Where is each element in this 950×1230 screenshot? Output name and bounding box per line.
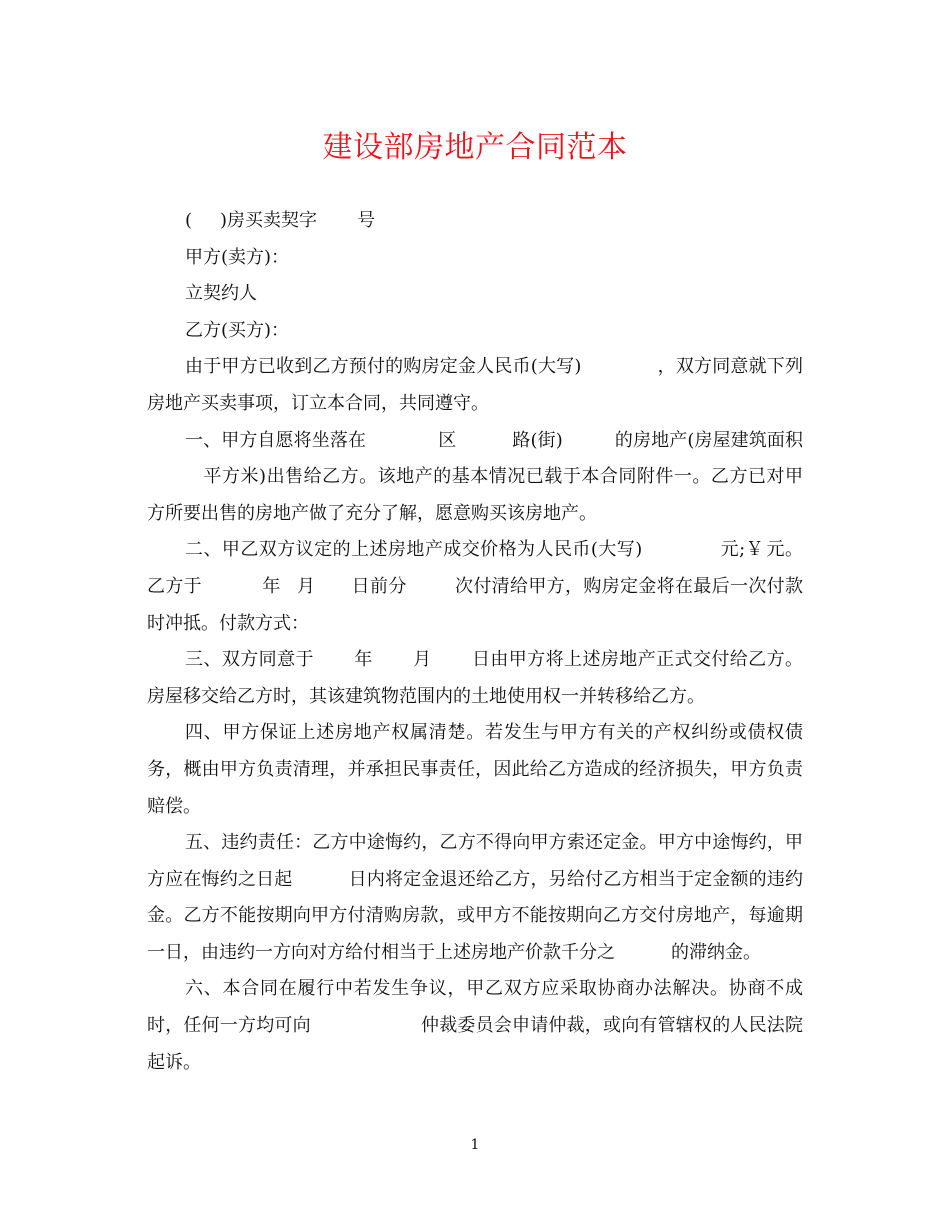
contract-body (147, 203, 803, 1081)
clause-3: 三、双方同意于 年 月 日由甲方将上述房地产正式交付给乙方。房屋移交给乙方时，其该建筑物范围内的土地使用权一并转移给乙方。 (147, 649, 804, 707)
clause-1: 一、甲方自愿将坐落在 区 路(街) 的房地产(房屋建筑面积平方米)出售给乙方。该地产的基本情况已载于本合同附件一。乙方已对甲方所要出售的房地产做了充分了解，愿意购买该房地产。 (147, 429, 804, 524)
clause-6: 六、本合同在履行中若发生争议，甲乙双方应采取协商办法解决。协商不成时，任何一方均可向 仲裁委员会申请仲裁，或向有管辖权的人民法院起诉。 (147, 978, 804, 1073)
clause-4: 四、甲方保证上述房地产权属清楚。若发生与甲方有关的产权纠纷或债权债务，概由甲方负责清理，并承担民事责任，因此给乙方造成的经济损失，甲方负责赔偿。 (147, 722, 803, 817)
document-title: 建设部房地产合同范本 (322, 130, 628, 165)
paragraph-contract-number: ( )房买卖契字 号 (185, 210, 376, 231)
paragraph-party-b: 乙方(买方)： (185, 319, 290, 341)
paragraph-party-a: 甲方(卖方)： (185, 246, 290, 268)
clause-5: 五、违约责任：乙方中途悔约，乙方不得向甲方索还定金。甲方中途悔约，甲方应在悔约之日起 日内将定金退还给乙方，另给付乙方相当于定金额的违约金。乙方不能按期向甲方付清购房款，或甲方不能按期向乙方交付房地产，每逾期一日，由违约一方向对方给付相当于上述房地产价款千分之 的滞纳金。 (147, 832, 804, 963)
paragraph-signatory: 立契约人 (185, 283, 257, 305)
paragraph-preamble: 由于甲方已收到乙方预付的购房定金人民币(大写) ，双方同意就下列房地产买卖事项，订立本合同，共同遵守。 (147, 356, 804, 414)
page-number: 1 (470, 1137, 480, 1153)
clause-2: 二、甲乙双方议定的上述房地产成交价格为人民币(大写) 元;￥ 元。乙方于 年 月 日前分 次付清给甲方，购房定金将在最后一次付款时冲抵。付款方式： (147, 539, 804, 634)
